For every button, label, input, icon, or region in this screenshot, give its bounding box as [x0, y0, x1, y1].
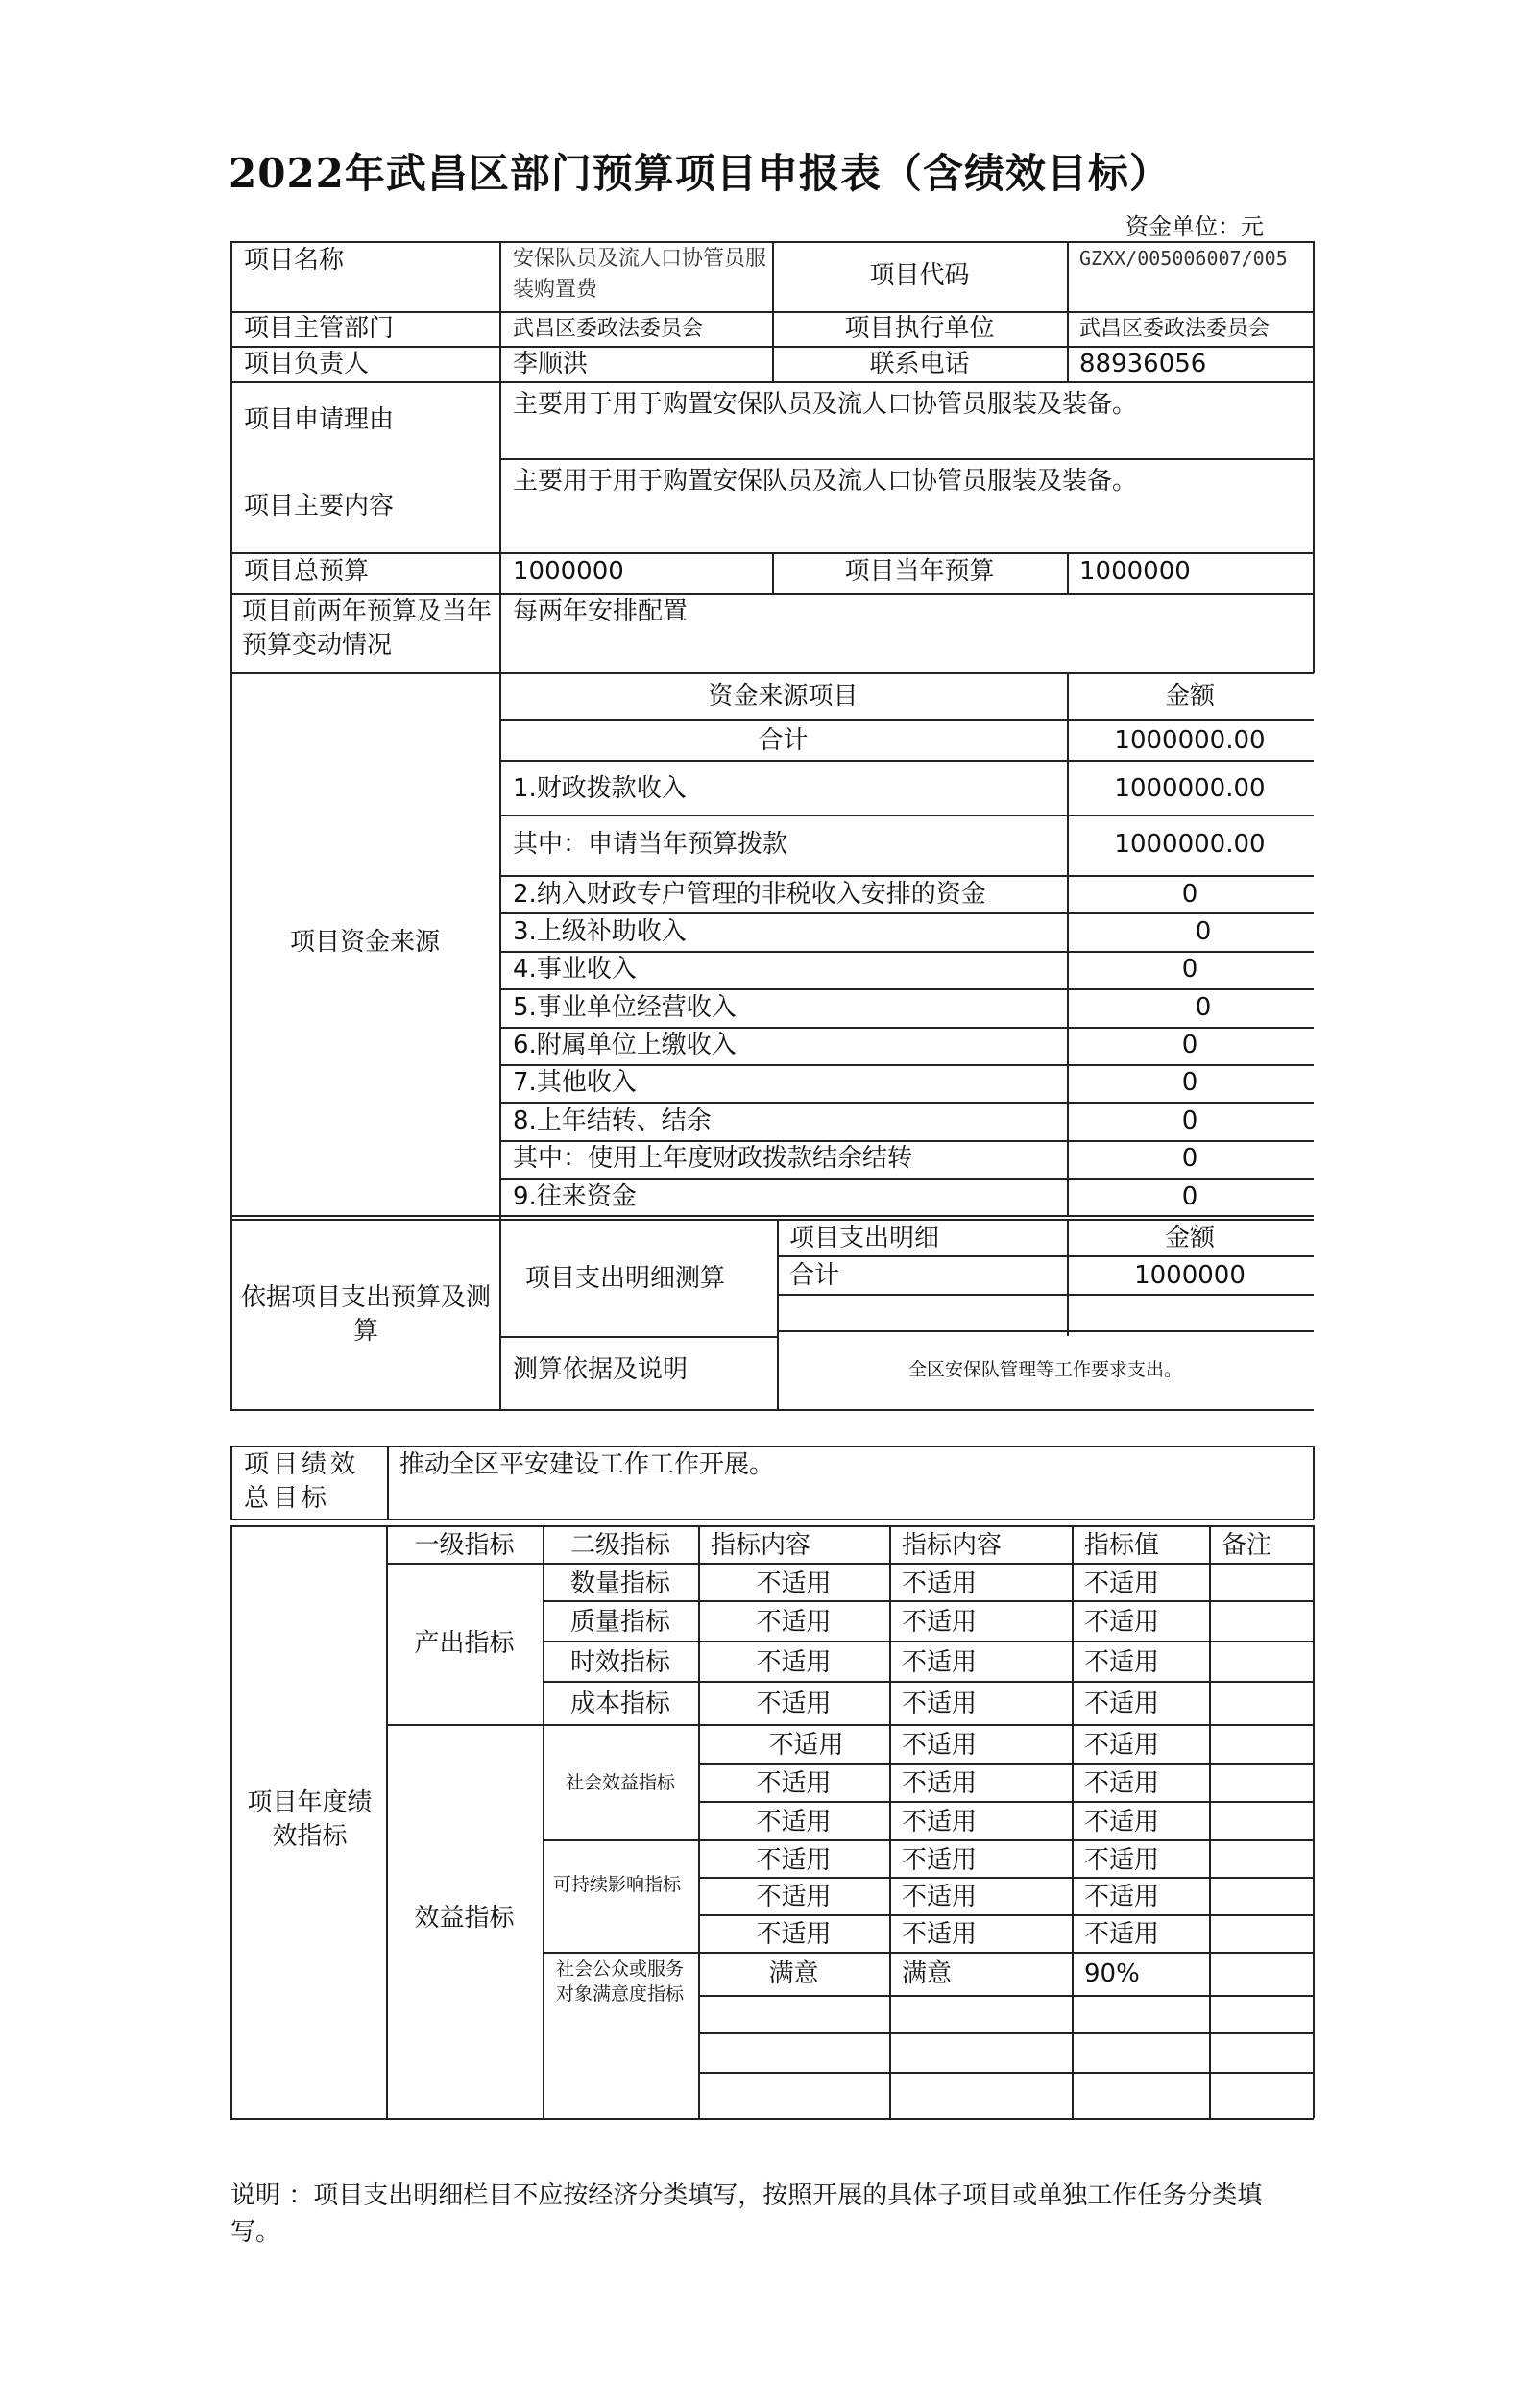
- output-label: 产出指标: [414, 1629, 515, 1658]
- funding-section-label: 项目资金来源: [289, 928, 440, 957]
- benefit-label: 效益指标: [414, 1904, 515, 1933]
- indicator-sub: 时效指标: [569, 1648, 670, 1677]
- indicator-content: 不适用: [756, 1608, 832, 1637]
- funding-row-amount: 0: [1181, 1182, 1198, 1211]
- indicator-content: 不适用: [902, 1769, 978, 1798]
- header-content1: 指标内容: [711, 1531, 811, 1560]
- indicator-content: 不适用: [756, 1808, 832, 1836]
- phone-label: 联系电话: [869, 350, 970, 378]
- satisfaction-label: 社会公众或服务对象满意度指标: [556, 1958, 685, 2005]
- goal-value: 推动全区平安建设工作工作开展。: [399, 1450, 775, 1479]
- indicator-value: 不适用: [1084, 1808, 1160, 1836]
- indicator-value: 不适用: [1084, 1608, 1160, 1637]
- indicator-value: 不适用: [1084, 1846, 1160, 1875]
- indicator-content: 不适用: [902, 1846, 978, 1875]
- indicator-sub: 成本指标: [569, 1690, 670, 1718]
- change-value: 每两年安排配置: [513, 597, 689, 626]
- header-level1: 一级指标: [414, 1531, 515, 1560]
- project-name-value: 安保队员及流人口协管员服装购置费: [513, 247, 767, 302]
- indicator-value: 不适用: [1084, 1769, 1160, 1798]
- funding-row-item: 1.财政拨款收入: [513, 774, 687, 803]
- indicator-content: 不适用: [768, 1731, 844, 1760]
- funding-row-item: 合计: [758, 726, 809, 755]
- indicator-sub: 质量指标: [569, 1608, 670, 1637]
- funding-row-amount: 1000000.00: [1114, 774, 1266, 803]
- funding-col-item: 资金来源项目: [708, 682, 859, 711]
- funding-row-item: 9.往来资金: [513, 1182, 637, 1211]
- dept-label: 项目主管部门: [244, 314, 395, 343]
- indicator-content: 不适用: [756, 1769, 832, 1798]
- expense-total-value: 1000000: [1134, 1261, 1246, 1290]
- total-value: 1000000: [513, 557, 624, 586]
- indicator-value: 不适用: [1084, 1883, 1160, 1911]
- project-code-value: GZXX/005006007/005: [1079, 247, 1288, 270]
- funding-row-item: 8.上年结转、结余: [513, 1107, 712, 1135]
- funding-row-amount: 0: [1181, 1107, 1198, 1135]
- page-title: 2022年武昌区部门预算项目申报表（含绩效目标）: [229, 150, 1171, 197]
- project-name-label: 项目名称: [244, 246, 345, 275]
- funding-row-amount: 1000000.00: [1114, 830, 1266, 859]
- expense-col-amount: 金额: [1164, 1224, 1215, 1253]
- indicator-content: 满意: [768, 1959, 819, 1988]
- funding-row-item: 5.事业单位经营收入: [513, 993, 737, 1022]
- indicator-content: 不适用: [756, 1920, 832, 1949]
- expense-section-label: 依据项目支出预算及测算: [240, 1283, 491, 1347]
- reason-label: 项目申请理由: [244, 405, 395, 434]
- indicator-content: 不适用: [902, 1690, 978, 1718]
- phone-value: 88936056: [1079, 350, 1207, 378]
- indicator-value: 不适用: [1084, 1690, 1160, 1718]
- reason-value: 主要用于用于购置安保队员及流人口协管员服装及装备。: [513, 390, 1138, 419]
- dept-value: 武昌区委政法委员会: [513, 317, 704, 341]
- header-level2: 二级指标: [569, 1531, 670, 1560]
- indicator-value: 不适用: [1084, 1569, 1160, 1598]
- indicator-content: 不适用: [756, 1648, 832, 1677]
- indicator-content: 不适用: [902, 1883, 978, 1911]
- funding-row-item: 2.纳入财政专户管理的非税收入安排的资金: [513, 880, 986, 909]
- year-value: 1000000: [1079, 557, 1191, 586]
- exec-label: 项目执行单位: [844, 314, 995, 343]
- indicator-value: 不适用: [1084, 1648, 1160, 1677]
- funding-row-amount: 0: [1181, 1031, 1198, 1059]
- header-remark: 备注: [1222, 1531, 1272, 1560]
- indicator-value: 不适用: [1084, 1731, 1160, 1760]
- leader-label: 项目负责人: [244, 350, 370, 378]
- indicator-content: 不适用: [756, 1690, 832, 1718]
- footnote: 说明 ：项目支出明细栏目不应按经济分类填写，按照开展的具体子项目或单独工作任务分类填写。: [230, 2181, 1263, 2247]
- indicator-content: 不适用: [756, 1883, 832, 1911]
- indicator-content: 不适用: [902, 1808, 978, 1836]
- expense-basis-label: 测算依据及说明: [513, 1355, 689, 1384]
- indicator-content: 不适用: [756, 1846, 832, 1875]
- expense-basis-value: 全区安保队管理等工作要求支出。: [907, 1359, 1182, 1380]
- project-code-label: 项目代码: [869, 261, 970, 290]
- header-content2: 指标内容: [902, 1531, 1003, 1560]
- indicator-value: 90%: [1084, 1959, 1140, 1988]
- funding-row-amount: 0: [1195, 917, 1212, 946]
- leader-value: 李顺洪: [513, 350, 589, 378]
- funding-row-amount: 0: [1181, 1068, 1198, 1097]
- indicator-sub: 数量指标: [569, 1569, 670, 1598]
- content-value: 主要用于用于购置安保队员及流人口协管员服装及装备。: [513, 467, 1138, 496]
- indicator-content: 不适用: [756, 1569, 832, 1598]
- social-benefit-label: 社会效益指标: [565, 1772, 675, 1793]
- funding-row-amount: 0: [1195, 993, 1212, 1022]
- funding-row-item: 6.附属单位上缴收入: [513, 1031, 737, 1059]
- funding-row-amount: 1000000.00: [1114, 726, 1266, 755]
- total-label: 项目总预算: [244, 557, 370, 586]
- funding-row-item: 3.上级补助收入: [513, 917, 687, 946]
- funding-row-item: 7.其他收入: [513, 1068, 637, 1097]
- indicator-value: 不适用: [1084, 1920, 1160, 1949]
- year-label: 项目当年预算: [844, 557, 995, 586]
- funding-col-amount: 金额: [1164, 682, 1215, 711]
- annual-label: 项目年度绩效指标: [247, 1788, 373, 1852]
- header-value: 指标值: [1084, 1531, 1160, 1560]
- exec-value: 武昌区委政法委员会: [1079, 317, 1270, 341]
- indicator-content: 不适用: [902, 1569, 978, 1598]
- change-label: 项目前两年预算及当年预算变动情况: [242, 597, 493, 661]
- indicator-content: 不适用: [902, 1731, 978, 1760]
- expense-detail-label: 项目支出明细测算: [525, 1264, 726, 1293]
- expense-col-detail: 项目支出明细: [789, 1224, 940, 1253]
- funding-row-amount: 0: [1181, 1144, 1198, 1173]
- expense-total-label: 合计: [789, 1261, 840, 1290]
- indicator-content: 不适用: [902, 1920, 978, 1949]
- funding-row-amount: 0: [1181, 955, 1198, 984]
- funding-row-item: 其中：使用上年度财政拨款结余结转: [513, 1144, 913, 1173]
- unit-label: 资金单位：元: [1125, 213, 1264, 240]
- indicator-content: 不适用: [902, 1648, 978, 1677]
- funding-row-amount: 0: [1181, 880, 1198, 909]
- sustain-label: 可持续影响指标: [552, 1874, 681, 1895]
- goal-label: 项目绩效总目标: [244, 1450, 360, 1514]
- content-label: 项目主要内容: [244, 492, 395, 521]
- funding-row-item: 其中：申请当年预算拨款: [513, 830, 788, 859]
- funding-row-item: 4.事业收入: [513, 955, 637, 984]
- indicator-content: 满意: [902, 1959, 953, 1988]
- indicator-content: 不适用: [902, 1608, 978, 1637]
